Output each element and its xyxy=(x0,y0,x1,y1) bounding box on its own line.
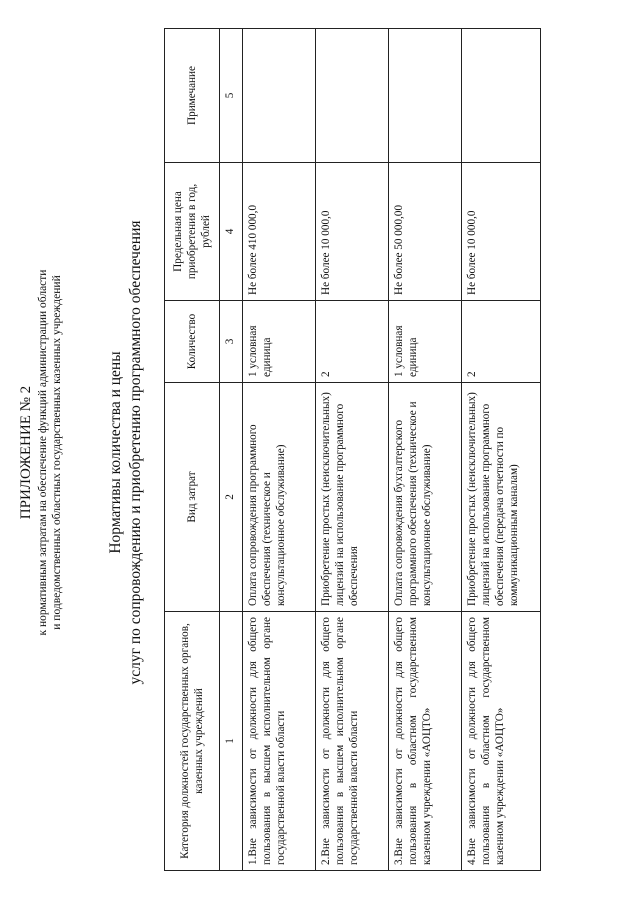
norms-table xyxy=(164,28,541,871)
appendix-subtitle-line1: к нормативным затратам на обеспечение функций администрации области xyxy=(37,269,49,636)
column-number: 1 xyxy=(220,612,243,871)
document-title-line2: услуг по сопровождению и приобретению программного обеспечения xyxy=(127,220,144,685)
column-header-note: Примечание xyxy=(165,29,220,163)
category-cell: 3.Вне зависимости от должности для общего пользования в областном государственном казенном учреждении «АОЦТО» xyxy=(389,612,462,871)
table-row xyxy=(462,29,541,871)
table-header-row xyxy=(165,29,220,871)
column-number-row xyxy=(220,29,243,871)
document-title-line1: Нормативы количества и цены xyxy=(107,351,124,554)
table-row xyxy=(389,29,462,871)
note-cell xyxy=(389,29,462,163)
category-cell: 1.Вне зависимости от должности для общего пользования в высшем исполнительном органе государственной власти области xyxy=(243,612,316,871)
column-number: 5 xyxy=(220,29,243,163)
quantity-cell: 2 xyxy=(316,301,389,383)
table-row xyxy=(243,29,316,871)
price-cell: Не более 10 000,0 xyxy=(316,163,389,301)
cost-type-cell: Приобретение простых (неисключительных) лицензий на использование программного обеспечения (передача отчетности по коммуникационным каналам) xyxy=(462,383,541,612)
price-cell: Не более 410 000,0 xyxy=(243,163,316,301)
appendix-title: ПРИЛОЖЕНИЕ № 2 xyxy=(18,385,34,520)
column-header-cost-type: Вид затрат xyxy=(165,383,220,612)
cost-type-cell: Оплата сопровождения программного обеспечения (техническое и консультационное обслуживание) xyxy=(243,383,316,612)
price-cell: Не более 10 000,0 xyxy=(462,163,541,301)
column-header-quantity: Количество xyxy=(165,301,220,383)
quantity-cell: 1 условная единица xyxy=(243,301,316,383)
column-header-category: Категория должностей государственных органов, казенных учреждений xyxy=(165,612,220,871)
note-cell xyxy=(462,29,541,163)
cost-type-cell: Приобретение простых (неисключительных) лицензий на использование программного обеспечения xyxy=(316,383,389,612)
note-cell xyxy=(243,29,316,163)
note-cell xyxy=(316,29,389,163)
quantity-cell: 1 условная единица xyxy=(389,301,462,383)
category-cell: 4.Вне зависимости от должности для общего пользования в областном государственном казенном учреждении «АОЦТО» xyxy=(462,612,541,871)
column-number: 4 xyxy=(220,163,243,301)
appendix-subtitle-line2: и подведомственных областных государственных казенных учреждений xyxy=(51,275,63,630)
table-row xyxy=(316,29,389,871)
column-number: 3 xyxy=(220,301,243,383)
category-cell: 2.Вне зависимости от должности для общего пользования в высшем исполнительном органе государственной власти области xyxy=(316,612,389,871)
column-header-price: Предельная цена приобретения в год, рублей xyxy=(165,163,220,301)
quantity-cell: 2 xyxy=(462,301,541,383)
price-cell: Не более 50 000,00 xyxy=(389,163,462,301)
column-number: 2 xyxy=(220,383,243,612)
cost-type-cell: Оплата сопровождения бухгалтерского программного обеспечения (техническое и консультационное обслуживание) xyxy=(389,383,462,612)
